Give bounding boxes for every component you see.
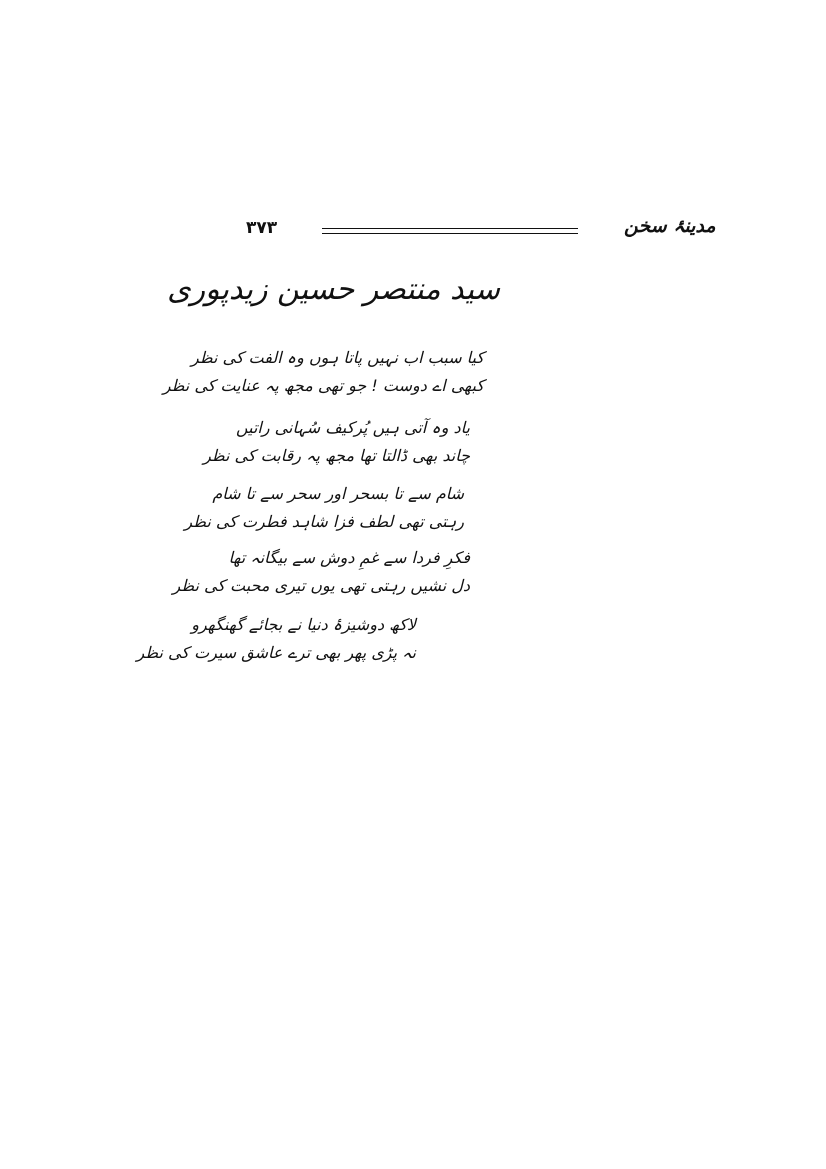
verse-line: چاند بھی ڈالتا تھا مجھ پہ رقابت کی نظر [203, 446, 470, 465]
couplet [203, 414, 470, 470]
couplet [162, 344, 484, 400]
couplet [136, 611, 416, 667]
couplet [172, 544, 470, 600]
verse-line: دل نشیں رہتی تھی یوں تیری محبت کی نظر [172, 576, 470, 595]
header-rule-top [322, 228, 578, 229]
header-rule-bottom [322, 233, 578, 234]
verse-line: رہتی تھی لطف فزا شاہد فطرت کی نظر [184, 512, 464, 531]
page-header [0, 215, 826, 251]
verse-line: فکرِ فردا سے غمِ دوش سے بیگانہ تھا [228, 548, 470, 567]
verse-line: شام سے تا بسحر اور سحر سے تا شام [212, 484, 464, 503]
poet-name: سید منتصر حسین زیدپوری [167, 272, 500, 307]
couplet [184, 480, 464, 536]
verse-line: کبھی اے دوست ! جو تھی مجھ پہ عنایت کی نظر [162, 376, 484, 395]
page-number: ۳۷۳ [246, 218, 278, 238]
book-title: مدینۂ سخن [624, 215, 716, 237]
verse-line: یاد وہ آتی ہیں پُرکیف سُہانی راتیں [235, 418, 470, 437]
verse-line: نہ پڑی پھر بھی ترے عاشق سیرت کی نظر [136, 643, 416, 662]
verse-line: کیا سبب اب نہیں پاتا ہوں وہ الفت کی نظر [190, 348, 484, 367]
verse-line: لاکھ دوشیزۂ دنیا نے بجائے گھنگھرو [191, 615, 416, 634]
